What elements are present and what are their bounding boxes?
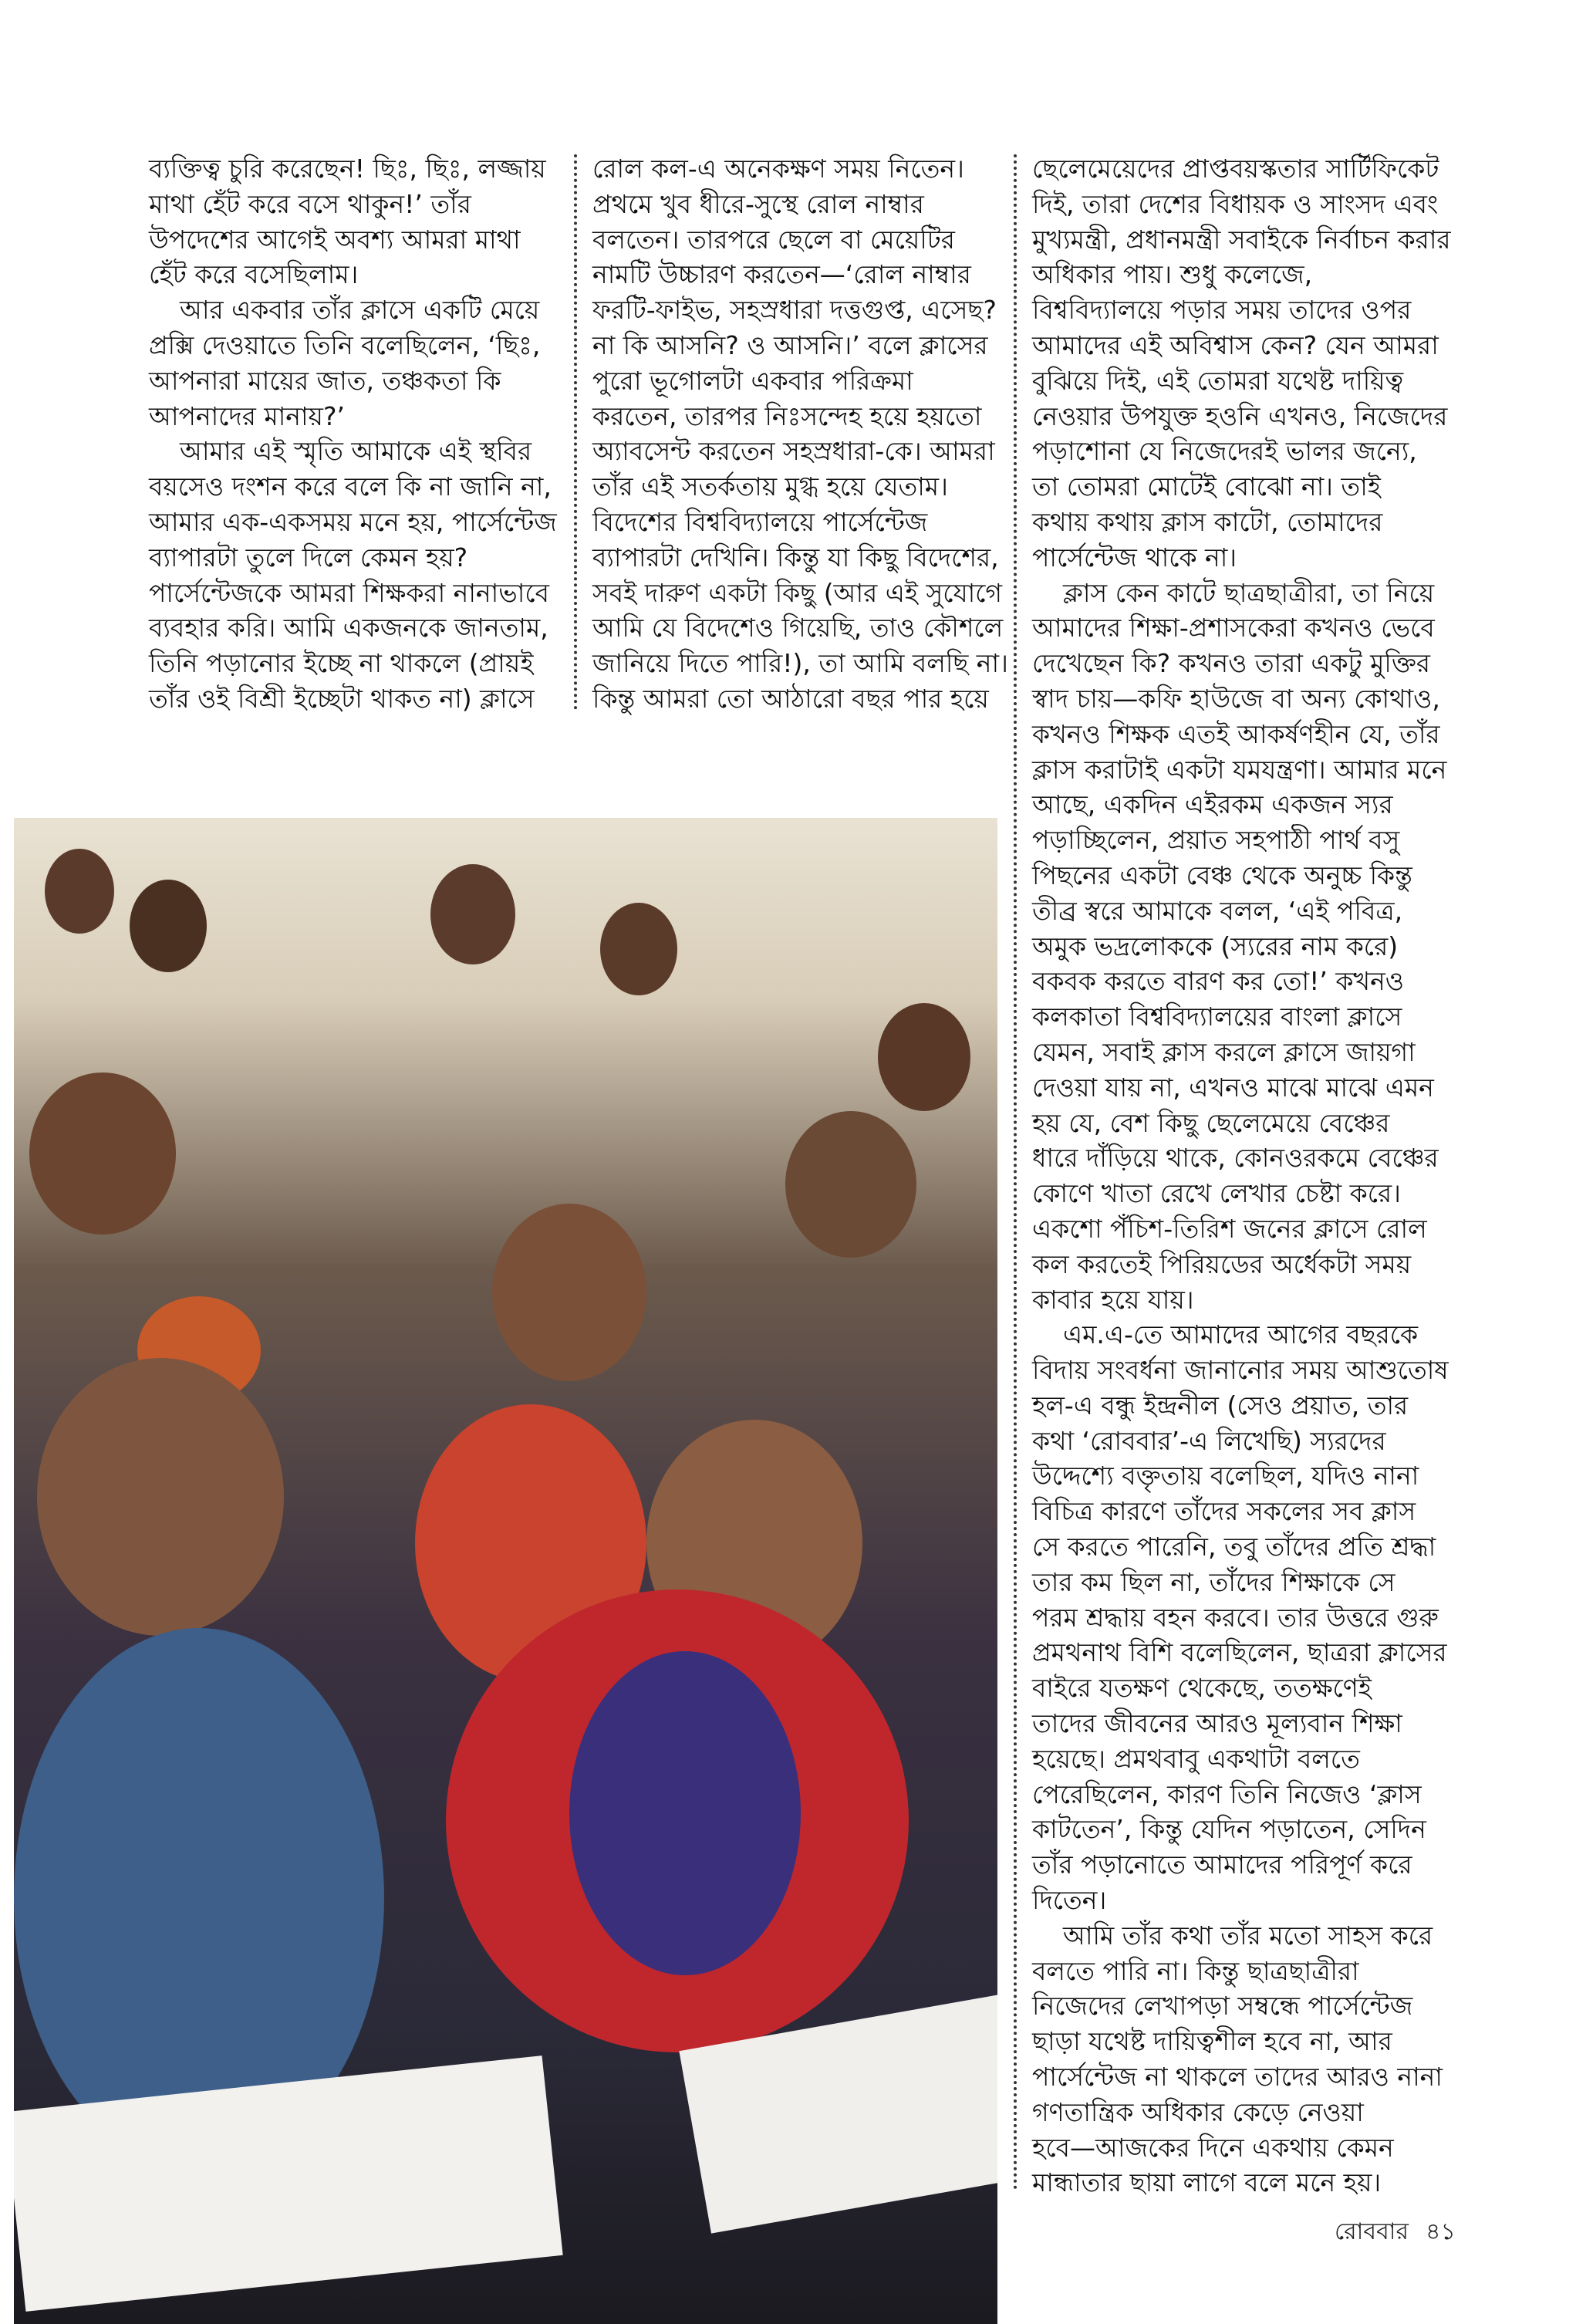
text-line: দেওয়া যায় না, এখনও মাঝে মাঝে এমন <box>1032 1072 1434 1103</box>
text-line: সবই দারুণ একটা কিছু (আর এই সুযোগে <box>592 577 1003 608</box>
text-line: হয়েছে। প্রমথবাবু একথাটা বলতে <box>1032 1743 1360 1774</box>
text-line: আমার এক-একসময় মনে হয়, পার্সেন্টেজ <box>149 506 557 537</box>
text-line: ফরটি-ফাইভ, সহস্রধারা দত্তগুপ্ত, এসেছ? <box>592 295 997 326</box>
text-line: তাঁর পড়ানোতে আমাদের পরিপূর্ণ করে <box>1032 1849 1412 1880</box>
text-line: রোল কল-এ অনেকক্ষণ সময় নিতেন। <box>592 154 964 184</box>
text-line: কথায় কথায় ক্লাস কাটো, তোমাদের <box>1032 506 1383 537</box>
text-line: বিশ্ববিদ্যালয়ে পড়ার সময় তাদের ওপর <box>1032 295 1412 326</box>
text-line: যেমন, সবাই ক্লাস করলে ক্লাসে জায়গা <box>1032 1036 1416 1067</box>
text-line: বয়সেও দংশন করে বলে কি না জানি না, <box>149 471 552 502</box>
text-line: তীব্র স্বরে আমাকে বলল, ‘এই পবিত্র, <box>1032 895 1403 926</box>
article-column-2 <box>592 151 1008 717</box>
text-line: প্রক্সি দেওয়াতে তিনি বলেছিলেন, ‘ছিঃ, <box>149 329 541 360</box>
text-line: হয় যে, বেশ কিছু ছেলেমেয়ে বেঞ্চের <box>1032 1107 1390 1138</box>
text-line: কাটতেন’, কিন্তু যেদিন পড়াতেন, সেদিন <box>1032 1814 1426 1845</box>
text-line: আপনারা মায়ের জাত, তঞ্চকতা কি <box>149 365 501 396</box>
text-line: আমি তাঁর কথা তাঁর মতো সাহস করে <box>1063 1920 1433 1951</box>
text-line: হেঁট করে বসেছিলাম। <box>149 259 359 290</box>
text-line: দিতেন। <box>1032 1885 1107 1916</box>
article-column-1 <box>149 151 557 717</box>
text-line: বিচিত্র কারণে তাঁদের সকলের সব ক্লাস <box>1032 1496 1416 1527</box>
text-line: ক্লাস করাটাই একটা যমযন্ত্রণা। আমার মনে <box>1032 754 1447 785</box>
text-line: না কি আসনি? ও আসনি।’ বলে ক্লাসের <box>592 329 988 360</box>
text-line: মুখ্যমন্ত্রী, প্রধানমন্ত্রী সবাইকে নির্বাচন করার <box>1032 224 1451 255</box>
text-line: আমাদের এই অবিশ্বাস কেন? যেন আমরা <box>1032 329 1439 360</box>
text-line: আর একবার তাঁর ক্লাসে একটি মেয়ে <box>180 295 540 326</box>
text-line: তা তোমরা মোটেই বোঝো না। তাই <box>1032 471 1381 502</box>
text-line: পড়াশোনা যে নিজেদেরই ভালর জন্যে, <box>1032 436 1417 467</box>
text-line: অধিকার পায়। শুধু কলেজে, <box>1032 259 1313 290</box>
text-line: গণতান্ত্রিক অধিকার কেড়ে নেওয়া <box>1032 2096 1364 2127</box>
text-line: মান্ধাতার ছায়া লাগে বলে মনে হয়। <box>1032 2167 1382 2198</box>
text-line: বলতেন। তারপরে ছেলে বা মেয়েটির <box>592 224 955 255</box>
text-line: দিই, তারা দেশের বিধায়ক ও সাংসদ এবং <box>1032 188 1439 219</box>
text-line: তিনি পড়ানোর ইচ্ছে না থাকলে (প্রায়ই <box>149 648 534 679</box>
text-line: তাঁর এই সতর্কতায় মুগ্ধ হয়ে যেতাম। <box>592 471 948 502</box>
text-line: নেওয়ার উপযুক্ত হওনি এখনও, নিজেদের <box>1032 400 1448 431</box>
text-line: পেরেছিলেন, কারণ তিনি নিজেও ‘ক্লাস <box>1032 1778 1422 1809</box>
text-line: ক্লাস কেন কাটে ছাত্রছাত্রীরা, তা নিয়ে <box>1063 577 1435 608</box>
text-line: প্রমথনাথ বিশি বলেছিলেন, ছাত্ররা ক্লাসের <box>1032 1637 1447 1668</box>
text-line: পিছনের একটা বেঞ্চ থেকে অনুচ্চ কিন্তু <box>1032 860 1412 890</box>
text-line: অ্যাবসেন্ট করতেন সহস্রধারা-কে। আমরা <box>592 436 995 467</box>
text-line: কলকাতা বিশ্ববিদ্যালয়ের বাংলা ক্লাসে <box>1032 1002 1402 1032</box>
text-line: স্বাদ চায়—কফি হাউজে বা অন্য কোথাও, <box>1032 683 1440 714</box>
text-line: নামটি উচ্চারণ করতেন—‘রোল নাম্বার <box>592 259 971 290</box>
text-line: ব্যাপারটা তুলে দিলে কেমন হয়? <box>149 542 468 573</box>
page-footer <box>1335 2213 1473 2252</box>
text-line: ব্যক্তিত্ব চুরি করেছেন! ছিঃ, ছিঃ, লজ্জায় <box>149 154 546 184</box>
text-line: পার্সেন্টেজ না থাকলে তাদের আরও নানা <box>1032 2062 1443 2093</box>
text-line: একশো পঁচিশ-তিরিশ জনের ক্লাসে রোল <box>1032 1213 1427 1244</box>
text-line: জানিয়ে দিতে পারি!), তা আমি বলছি না। <box>592 648 1008 679</box>
text-line: কোণে খাতা রেখে লেখার চেষ্টা করে। <box>1032 1178 1401 1209</box>
text-line: নিজেদের লেখাপড়া সম্বন্ধে পার্সেন্টেজ <box>1032 1991 1413 2022</box>
text-line: পার্সেন্টেজ থাকে না। <box>1032 542 1237 573</box>
text-line: তার কম ছিল না, তাঁদের শিক্ষাকে সে <box>1032 1566 1395 1597</box>
text-line: ব্যাপারটা দেখিনি। কিন্তু যা কিছু বিদেশের, <box>592 542 999 573</box>
text-line: অমুক ভদ্রলোককে (স্যরের নাম করে) <box>1032 931 1399 961</box>
column-divider <box>1014 154 1017 2191</box>
column-divider <box>574 154 577 710</box>
text-line: ছেলেমেয়েদের প্রাপ্তবয়স্কতার সার্টিফিকেট <box>1032 154 1439 184</box>
text-line: ব্যবহার করি। আমি একজনকে জানতাম, <box>149 613 548 643</box>
text-line: পুরো ভূগোলটা একবার পরিক্রমা <box>592 365 913 396</box>
article-column-3 <box>1032 151 1453 2201</box>
text-line: করতেন, তারপর নিঃসন্দেহ হয়ে হয়তো <box>592 400 982 431</box>
text-line: কখনও শিক্ষক এতই আকর্ষণহীন যে, তাঁর <box>1032 718 1440 749</box>
text-line: বকবক করতে বারণ কর তো!’ কখনও <box>1032 966 1405 997</box>
text-line: আমাদের শিক্ষা-প্রশাসকেরা কখনও ভেবে <box>1032 613 1435 643</box>
classroom-students-photo <box>14 818 997 2324</box>
text-line: প্রথমে খুব ধীরে-সুস্থে রোল নাম্বার <box>592 188 924 219</box>
text-line: মাথা হেঁট করে বসে থাকুন!’ তাঁর <box>149 188 471 219</box>
magazine-name: রোববার <box>1335 2218 1409 2245</box>
text-line: ছাড়া যথেষ্ট দায়িত্বশীল হবে না, আর <box>1032 2026 1392 2057</box>
text-line: হবে—আজকের দিনে একথায় কেমন <box>1032 2132 1394 2163</box>
text-line: হল-এ বন্ধু ইন্দ্রনীল (সেও প্রয়াত, তার <box>1032 1390 1409 1420</box>
text-line: পড়াচ্ছিলেন, প্রয়াত সহপাঠী পার্থ বসু <box>1032 825 1400 856</box>
text-line: দেখেছেন কি? কখনও তারা একটু মুক্তির <box>1032 648 1431 679</box>
text-line: বাইরে যতক্ষণ থেকেছে, ততক্ষণেই <box>1032 1673 1372 1704</box>
text-line: বুঝিয়ে দিই, এই তোমরা যথেষ্ট দায়িত্ব <box>1032 365 1404 396</box>
text-line: বলতে পারি না। কিন্তু ছাত্রছাত্রীরা <box>1032 1955 1359 1986</box>
text-line: সে করতে পারেনি, তবু তাঁদের প্রতি শ্রদ্ধা <box>1032 1532 1436 1562</box>
text-line: উপদেশের আগেই অবশ্য আমরা মাথা <box>149 224 521 255</box>
text-line: উদ্দেশ্যে বক্তৃতায় বলেছিল, যদিও নানা <box>1032 1461 1419 1491</box>
text-line: আমার এই স্মৃতি আমাকে এই স্থবির <box>180 436 532 467</box>
text-line: বিদায় সংবর্ধনা জানানোর সময় আশুতোষ <box>1032 1355 1449 1386</box>
text-line: বিদেশের বিশ্ববিদ্যালয়ে পার্সেন্টেজ <box>592 506 928 537</box>
text-line: আপনাদের মানায়?’ <box>149 400 346 431</box>
text-line: ধারে দাঁড়িয়ে থাকে, কোনওরকমে বেঞ্চের <box>1032 1143 1439 1174</box>
text-line: এম.এ-তে আমাদের আগের বছরকে <box>1063 1319 1419 1350</box>
text-line: কিন্তু আমরা তো আঠারো বছর পার হয়ে <box>592 683 989 714</box>
page-number: ৪১ <box>1425 2218 1456 2245</box>
text-line: তাদের জীবনের আরও মূল্যবান শিক্ষা <box>1032 1708 1402 1739</box>
text-line: কথা ‘রোববার’-এ লিখেছি) স্যরদের <box>1032 1425 1386 1456</box>
text-line: পার্সেন্টেজকে আমরা শিক্ষকরা নানাভাবে <box>149 577 549 608</box>
text-line: আছে, একদিন এইরকম একজন স্যর <box>1032 789 1393 820</box>
text-line: কল করতেই পিরিয়ডের অর্ধেকটা সময় <box>1032 1248 1412 1279</box>
text-line: তাঁর ওই বিশ্রী ইচ্ছেটা থাকত না) ক্লাসে <box>149 683 535 714</box>
text-line: কাবার হয়ে যায়। <box>1032 1284 1194 1315</box>
text-line: পরম শ্রদ্ধায় বহন করবে। তার উত্তরে গুরু <box>1032 1602 1439 1633</box>
text-line: আমি যে বিদেশেও গিয়েছি, তাও কৌশলে <box>592 613 1004 643</box>
